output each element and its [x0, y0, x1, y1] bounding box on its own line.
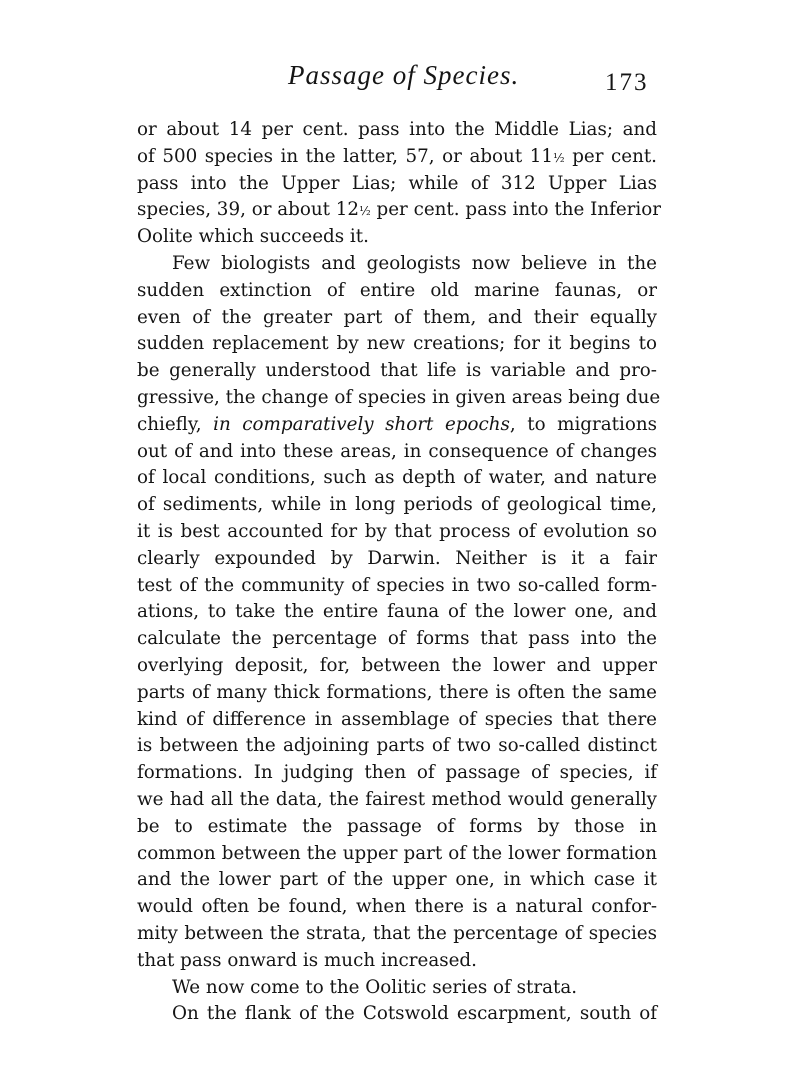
text-segment: sudden replacement by new creations; for it begins to	[137, 333, 657, 355]
text-segment: per cent.	[564, 145, 657, 167]
italic-phrase: in comparatively short epochs	[213, 413, 510, 435]
text-line	[137, 975, 657, 1002]
text-line	[137, 117, 657, 144]
text-line	[137, 573, 657, 600]
body-text	[137, 117, 662, 1028]
text-segment: On the flank of the Cotswold escarpment, south of	[172, 1003, 657, 1025]
text-segment: it is best accounted for by that process of evolution so	[137, 520, 657, 542]
text-segment: Few biologists and geologists now believe in the	[172, 252, 657, 274]
fraction: ½	[359, 204, 371, 219]
text-line	[137, 948, 657, 975]
text-segment: is between the adjoining parts of two so-called distinct	[137, 735, 657, 757]
text-segment: , to migrations	[509, 413, 657, 435]
text-segment: common between the upper part of the lower formation	[137, 842, 657, 864]
text-segment: species, 39, or about 12	[137, 199, 360, 221]
text-line	[137, 814, 657, 841]
text-line	[137, 305, 657, 332]
text-segment: would often be found, when there is a natural confor-	[137, 896, 657, 918]
page-number: 173	[605, 69, 649, 96]
text-segment: even of the greater part of them, and their equally	[137, 306, 657, 328]
text-segment: that pass onward is much increased.	[137, 949, 477, 971]
text-line	[137, 653, 657, 680]
text-line	[137, 278, 657, 305]
text-line	[137, 626, 657, 653]
text-line	[137, 760, 657, 787]
text-line	[137, 144, 657, 171]
text-line	[137, 707, 657, 734]
text-segment: overlying deposit, for, between the lower and upper	[137, 654, 657, 676]
text-line	[137, 251, 657, 278]
text-line	[137, 787, 657, 814]
text-line	[137, 921, 657, 948]
text-segment: of 500 species in the latter, 57, or about 11	[137, 145, 553, 167]
text-segment: ations, to take the entire fauna of the lower one, and	[137, 601, 657, 623]
text-segment: and the lower part of the upper one, in which case it	[137, 869, 657, 891]
text-segment: calculate the percentage of forms that pass into the	[137, 628, 657, 650]
text-segment: formations. In judging then of passage of species, if	[137, 762, 657, 784]
text-segment: Oolite which succeeds it.	[137, 226, 369, 248]
text-line	[137, 733, 657, 760]
text-segment: of local conditions, such as depth of water, and nature	[137, 467, 657, 489]
text-line	[137, 358, 657, 385]
text-segment: out of and into these areas, in consequence of changes	[137, 440, 657, 462]
text-segment: of sediments, while in long periods of geological time,	[137, 494, 657, 516]
text-line	[137, 331, 657, 358]
text-line	[137, 385, 661, 412]
running-title: Passage of Species.	[288, 60, 520, 90]
text-segment: gressive, the change of species in given areas being due	[137, 386, 661, 408]
text-line	[137, 519, 657, 546]
text-segment: we had all the data, the fairest method would generally	[137, 788, 657, 810]
text-segment: chiefly,	[137, 413, 214, 435]
text-line	[137, 894, 657, 921]
text-segment: kind of difference in assemblage of species that there	[137, 708, 657, 730]
text-line	[137, 1001, 657, 1028]
text-segment: test of the community of species in two so-called form-	[137, 574, 657, 596]
text-line	[137, 224, 657, 251]
text-segment: clearly expounded by Darwin. Neither is it a fair	[137, 547, 657, 569]
text-line	[137, 680, 657, 707]
text-line	[137, 439, 657, 466]
text-line	[137, 412, 657, 439]
text-segment: sudden extinction of entire old marine faunas, or	[137, 279, 657, 301]
text-segment: parts of many thick formations, there is often the same	[137, 681, 657, 703]
text-line	[137, 197, 662, 224]
text-segment: We now come to the Oolitic series of strata.	[172, 976, 578, 998]
text-segment: pass into the Upper Lias; while of 312 Upper Lias	[137, 172, 657, 194]
text-segment: per cent. pass into the Inferior	[370, 199, 662, 221]
text-segment: or about 14 per cent. pass into the Middle Lias; and	[137, 119, 657, 140]
text-line	[137, 867, 657, 894]
text-line	[137, 171, 657, 198]
text-line	[137, 546, 657, 573]
text-line	[137, 841, 657, 868]
text-segment: be to estimate the passage of forms by those in	[137, 815, 657, 837]
text-segment: mity between the strata, that the percentage of species	[137, 922, 657, 944]
text-line	[137, 492, 657, 519]
text-line	[137, 599, 657, 626]
text-segment: be generally understood that life is variable and pro-	[137, 360, 657, 382]
text-line	[137, 465, 657, 492]
fraction: ½	[553, 150, 565, 165]
